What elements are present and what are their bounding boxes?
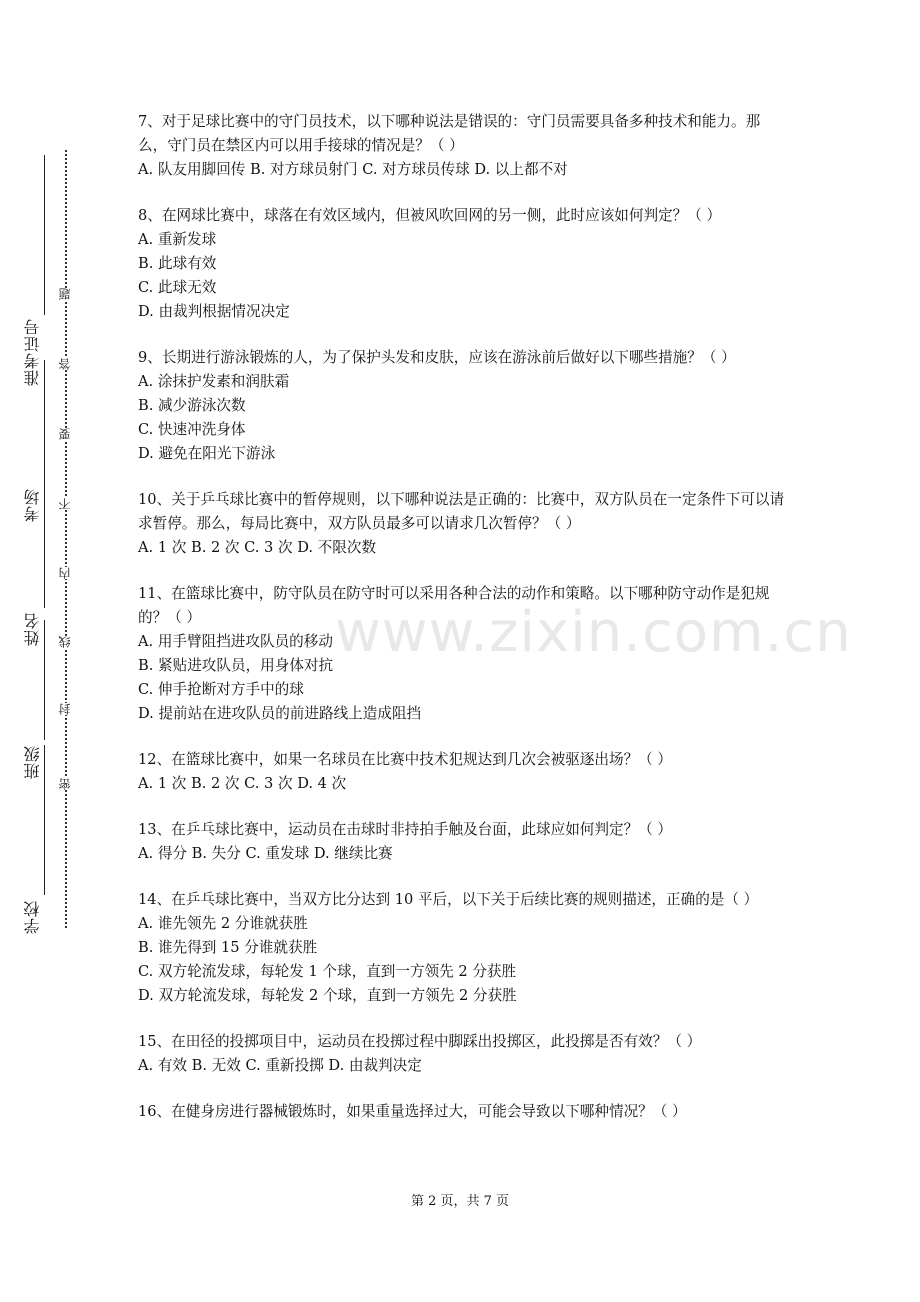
admission-number-underline [44, 155, 45, 315]
seal-char-feng: 封 [57, 703, 75, 715]
seal-char-xian: 线 [57, 636, 75, 648]
watermark: www.zixin.com.cn [335, 600, 852, 665]
admission-number-label: 准考证号 [23, 318, 42, 386]
question-stem: 14、在乒乓球比赛中，当双方比分达到 10 平后，以下关于后续比赛的规则描述，正确的是（ ） [138, 891, 759, 908]
option-d: D. 双方轮流发球，每轮发 2 个球，直到一方领先 2 分获胜 [138, 987, 517, 1004]
class-label: 班级 [23, 745, 42, 779]
question-stem: 11、在篮球比赛中，防守队员在防守时可以采用各种合法的动作和策略。以下哪种防守动作是犯规的？（ ） [138, 585, 770, 626]
question-stem: 12、在篮球比赛中，如果一名球员在比赛中技术犯规达到几次会被驱逐出场？（ ） [138, 751, 672, 768]
question-10 [138, 488, 788, 560]
question-stem: 7、对于足球比赛中的守门员技术，以下哪种说法是错误的：守门员需要具备多种技术和能力。那么，守门员在禁区内可以用手接球的情况是？（ ） [138, 113, 761, 154]
question-9 [138, 346, 788, 466]
question-16 [138, 1100, 788, 1124]
school-label: 学校 [23, 900, 42, 934]
question-11 [138, 582, 788, 726]
seal-char-yao: 要 [57, 428, 75, 440]
question-options: A. 队友用脚回传 B. 对方球员射门 C. 对方球员传球 D. 以上都不对 [138, 161, 568, 178]
question-8 [138, 204, 788, 324]
option-b: B. 紧贴进攻队员，用身体对抗 [138, 657, 334, 674]
question-stem: 16、在健身房进行器械锻炼时，如果重量选择过大，可能会导致以下哪种情况？（ ） [138, 1103, 687, 1120]
question-13 [138, 818, 788, 866]
name-label: 姓名 [23, 612, 42, 646]
question-7 [138, 110, 788, 182]
question-12 [138, 748, 788, 796]
option-a: A. 涂抹护发素和润肤霜 [138, 373, 290, 390]
question-options: A. 1 次 B. 2 次 C. 3 次 D. 4 次 [138, 775, 347, 792]
question-stem: 13、在乒乓球比赛中，运动员在击球时非持拍手触及台面，此球应如何判定？（ ） [138, 821, 672, 838]
option-b: B. 减少游泳次数 [138, 397, 246, 414]
option-d: D. 提前站在进攻队员的前进路线上造成阻挡 [138, 705, 422, 722]
option-a: A. 谁先领先 2 分谁就获胜 [138, 915, 308, 932]
question-15 [138, 1030, 788, 1078]
question-stem: 15、在田径的投掷项目中，运动员在投掷过程中脚踩出投掷区，此投掷是否有效？（ ） [138, 1033, 702, 1050]
option-c: C. 快速冲洗身体 [138, 421, 246, 438]
question-stem: 9、长期进行游泳锻炼的人，为了保护头发和皮肤，应该在游泳前后做好以下哪些措施？（ ） [138, 349, 736, 366]
option-b: B. 此球有效 [138, 255, 217, 272]
question-options: A. 有效 B. 无效 C. 重新投掷 D. 由裁判决定 [138, 1057, 422, 1074]
option-b: B. 谁先得到 15 分谁就获胜 [138, 939, 318, 956]
seal-char-ti: 题 [57, 288, 75, 300]
seal-char-nei: 内 [57, 567, 75, 579]
page-footer: 第 2 页，共 7 页 [410, 1194, 510, 1209]
binding-margin [0, 0, 110, 1302]
question-options: A. 1 次 B. 2 次 C. 3 次 D. 不限次数 [138, 539, 377, 556]
seal-char-da: 答 [57, 358, 75, 370]
option-d: D. 避免在阳光下游泳 [138, 445, 276, 462]
question-stem: 8、在网球比赛中，球落在有效区域内，但被风吹回网的另一侧，此时应该如何判定？（ ） [138, 207, 722, 224]
option-c: C. 伸手抢断对方手中的球 [138, 681, 304, 698]
option-c: C. 此球无效 [138, 279, 217, 296]
question-list [138, 110, 788, 1146]
question-options: A. 得分 B. 失分 C. 重发球 D. 继续比赛 [138, 845, 393, 862]
question-stem: 10、关于乒乓球比赛中的暂停规则，以下哪种说法是正确的：比赛中，双方队员在一定条件下可以请求暂停。那么，每局比赛中，双方队员最多可以请求几次暂停？（ ） [138, 491, 785, 532]
seal-dotted-line [65, 150, 67, 928]
exam-room-label: 考场 [23, 488, 42, 522]
option-a: A. 重新发球 [138, 231, 217, 248]
option-c: C. 双方轮流发球，每轮发 1 个球，直到一方领先 2 分获胜 [138, 963, 517, 980]
question-14 [138, 888, 788, 1008]
option-a: A. 用手臂阻挡进攻队员的移动 [138, 633, 333, 650]
option-d: D. 由裁判根据情况决定 [138, 303, 290, 320]
seal-char-mi: 密 [57, 778, 75, 790]
seal-char-bu: 不 [57, 498, 75, 510]
